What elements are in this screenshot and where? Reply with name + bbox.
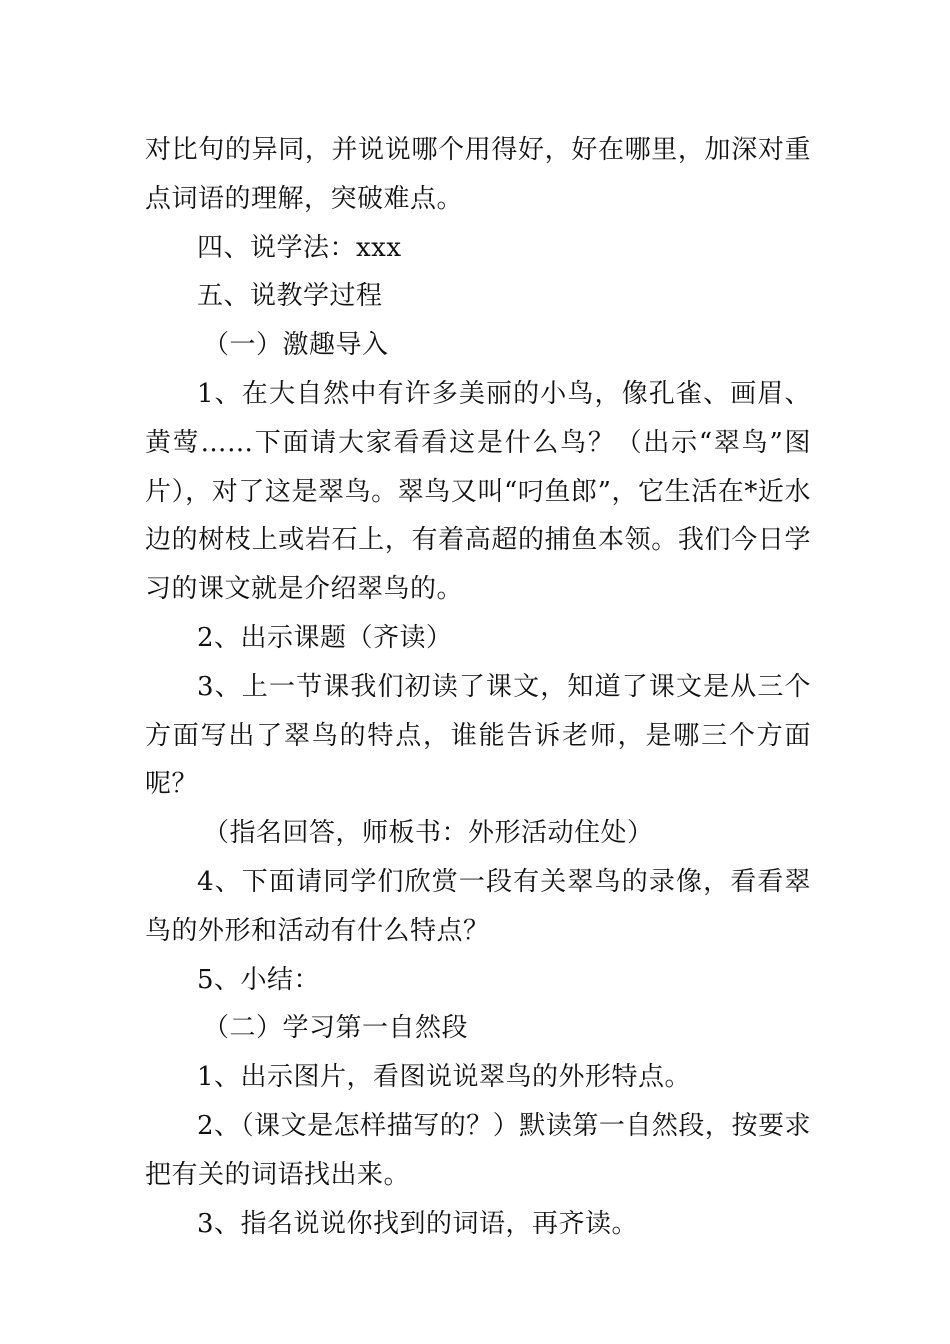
paragraph-item-3: 3、上一节课我们初读了课文，知道了课文是从三个方面写出了翠鸟的特点，谁能告诉老师，是哪三个方面呢？	[145, 671, 811, 800]
paragraph-item-1: 1、在大自然中有许多美丽的小鸟，像孔雀、画眉、黄莺……下面请大家看看这是什么鸟？（出示“翠鸟”图片），对了这是翠鸟。翠鸟又叫“叼鱼郎”，它生活在*近水边的树枝上或岩石上，有着高超的捕鱼本领。我们今日学习的课文就是介绍翠鸟的。	[145, 378, 811, 605]
subsection-heading-intro: （一）激趣导入	[203, 330, 389, 361]
paragraph-item-4: 4、下面请同学们欣赏一段有关翠鸟的录像，看看翠鸟的外形和活动有什么特点？	[145, 866, 811, 946]
section-heading-study-method: 四、说学法：xxx	[197, 232, 402, 263]
document-body	[145, 126, 811, 1248]
paragraph-item-5: 5、小结：	[197, 964, 321, 995]
paragraph-item-b3: 3、指名说说你找到的词语，再齐读。	[197, 1208, 639, 1239]
paragraph-item-b2: 2、（课文是怎样描写的？）默读第一自然段，按要求把有关的词语找出来。	[145, 1110, 811, 1190]
paragraph-note: （指名回答，师板书：外形活动住处）	[203, 818, 654, 849]
section-heading-teaching-process: 五、说教学过程	[197, 281, 383, 312]
paragraph-item-2: 2、出示课题（齐读）	[197, 622, 453, 653]
paragraph-continuation: 对比句的异同，并说说哪个用得好，好在哪里，加深对重点词语的理解，突破难点。	[145, 135, 811, 214]
subsection-heading-first-paragraph: （二）学习第一自然段	[203, 1013, 469, 1044]
paragraph-item-b1: 1、出示图片，看图说说翠鸟的外形特点。	[197, 1062, 692, 1093]
